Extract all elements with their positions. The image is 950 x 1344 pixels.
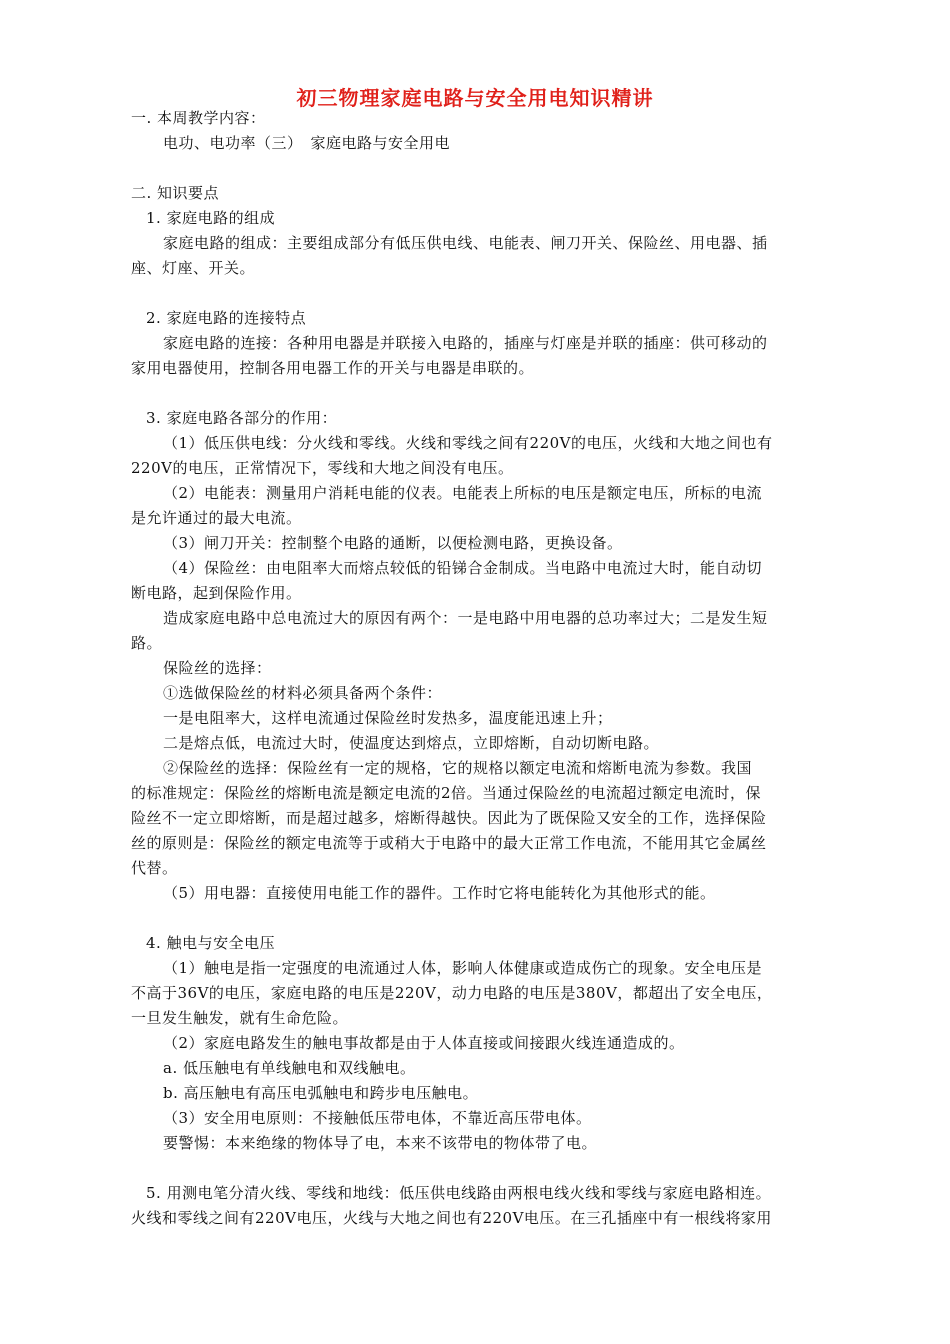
section-heading: 一. 本周教学内容： <box>131 109 266 127</box>
text-line: 电功、电功率（三） 家庭电路与安全用电 <box>163 134 451 152</box>
text-line: ②保险丝的选择：保险丝有一定的规格，它的规格以额定电流和熔断电流为参数。我国 <box>163 759 753 777</box>
text-line: （1）触电是指一定强度的电流通过人体，影响人体健康或造成伤亡的现象。安全电压是 <box>163 959 763 977</box>
text-line: （5）用电器：直接使用电能工作的器件。工作时它将电能转化为其他形式的能。 <box>163 884 716 902</box>
text-line: （1）低压供电线：分火线和零线。火线和零线之间有220V的电压，火线和大地之间也有 <box>163 434 773 452</box>
subsection-heading: 1. 家庭电路的组成 <box>146 209 276 227</box>
text-line: 火线和零线之间有220V电压，火线与大地之间也有220V电压。在三孔插座中有一根线将家用 <box>131 1209 772 1227</box>
text-line: 一旦发生触发，就有生命危险。 <box>131 1009 349 1027</box>
text-line: 220V的电压，正常情况下，零线和大地之间没有电压。 <box>131 459 514 477</box>
subsection-heading: 3. 家庭电路各部分的作用： <box>146 409 338 427</box>
text-line: （2）家庭电路发生的触电事故都是由于人体直接或间接跟火线连通造成的。 <box>163 1034 685 1052</box>
text-line: 的标准规定：保险丝的熔断电流是额定电流的2倍。当通过保险丝的电流超过额定电流时，保 <box>131 784 762 802</box>
text-line: 不高于36V的电压，家庭电路的电压是220V，动力电路的电压是380V，都超出了安全电压， <box>131 984 773 1002</box>
section-heading: 二. 知识要点 <box>131 184 220 202</box>
subsection-heading: 5. 用测电笔分清火线、零线和地线：低压供电线路由两根电线火线和零线与家庭电路相连。 <box>146 1184 772 1202</box>
text-line: 家庭电路的组成：主要组成部分有低压供电线、电能表、闸刀开关、保险丝、用电器、插 <box>163 234 768 252</box>
text-line: 是允许通过的最大电流。 <box>131 509 302 527</box>
text-line: 要警惕：本来绝缘的物体导了电，本来不该带电的物体带了电。 <box>163 1134 598 1152</box>
text-line: ①选做保险丝的材料必须具备两个条件： <box>163 684 443 702</box>
text-line: （4）保险丝：由电阻率大而熔点较低的铅锑合金制成。当电路中电流过大时，能自动切 <box>163 559 763 577</box>
text-line: 断电路，起到保险作用。 <box>131 584 302 602</box>
text-line: 保险丝的选择： <box>163 659 272 677</box>
text-line: 代替。 <box>131 859 178 877</box>
text-line: （3）闸刀开关：控制整个电路的通断，以便检测电路，更换设备。 <box>163 534 623 552</box>
text-line: b. 高压触电有高压电弧触电和跨步电压触电。 <box>163 1084 479 1102</box>
text-line: 造成家庭电路中总电流过大的原因有两个：一是电路中用电器的总功率过大；二是发生短 <box>163 609 768 627</box>
text-line: （3）安全用电原则：不接触低压带电体，不靠近高压带电体。 <box>163 1109 592 1127</box>
text-line: a. 低压触电有单线触电和双线触电。 <box>163 1059 416 1077</box>
text-line: （2）电能表：测量用户消耗电能的仪表。电能表上所标的电压是额定电压，所标的电流 <box>163 484 763 502</box>
text-line: 家用电器使用，控制各用电器工作的开关与电器是串联的。 <box>131 359 535 377</box>
text-line: 一是电阻率大，这样电流通过保险丝时发热多，温度能迅速上升； <box>163 709 613 727</box>
document-title: 初三物理家庭电路与安全用电知识精讲 <box>296 86 654 110</box>
subsection-heading: 4. 触电与安全电压 <box>146 934 276 952</box>
text-line: 家庭电路的连接：各种用电器是并联接入电路的，插座与灯座是并联的插座：供可移动的 <box>163 334 768 352</box>
text-line: 二是熔点低，电流过大时，使温度达到熔点，立即熔断，自动切断电路。 <box>163 734 660 752</box>
text-line: 险丝不一定立即熔断，而是超过越多，熔断得越快。因此为了既保险又安全的工作，选择保险 <box>131 809 767 827</box>
text-line: 丝的原则是：保险丝的额定电流等于或稍大于电路中的最大正常工作电流，不能用其它金属丝 <box>131 834 767 852</box>
text-line: 路。 <box>131 634 163 652</box>
subsection-heading: 2. 家庭电路的连接特点 <box>146 309 307 327</box>
text-line: 座、灯座、开关。 <box>131 259 256 277</box>
